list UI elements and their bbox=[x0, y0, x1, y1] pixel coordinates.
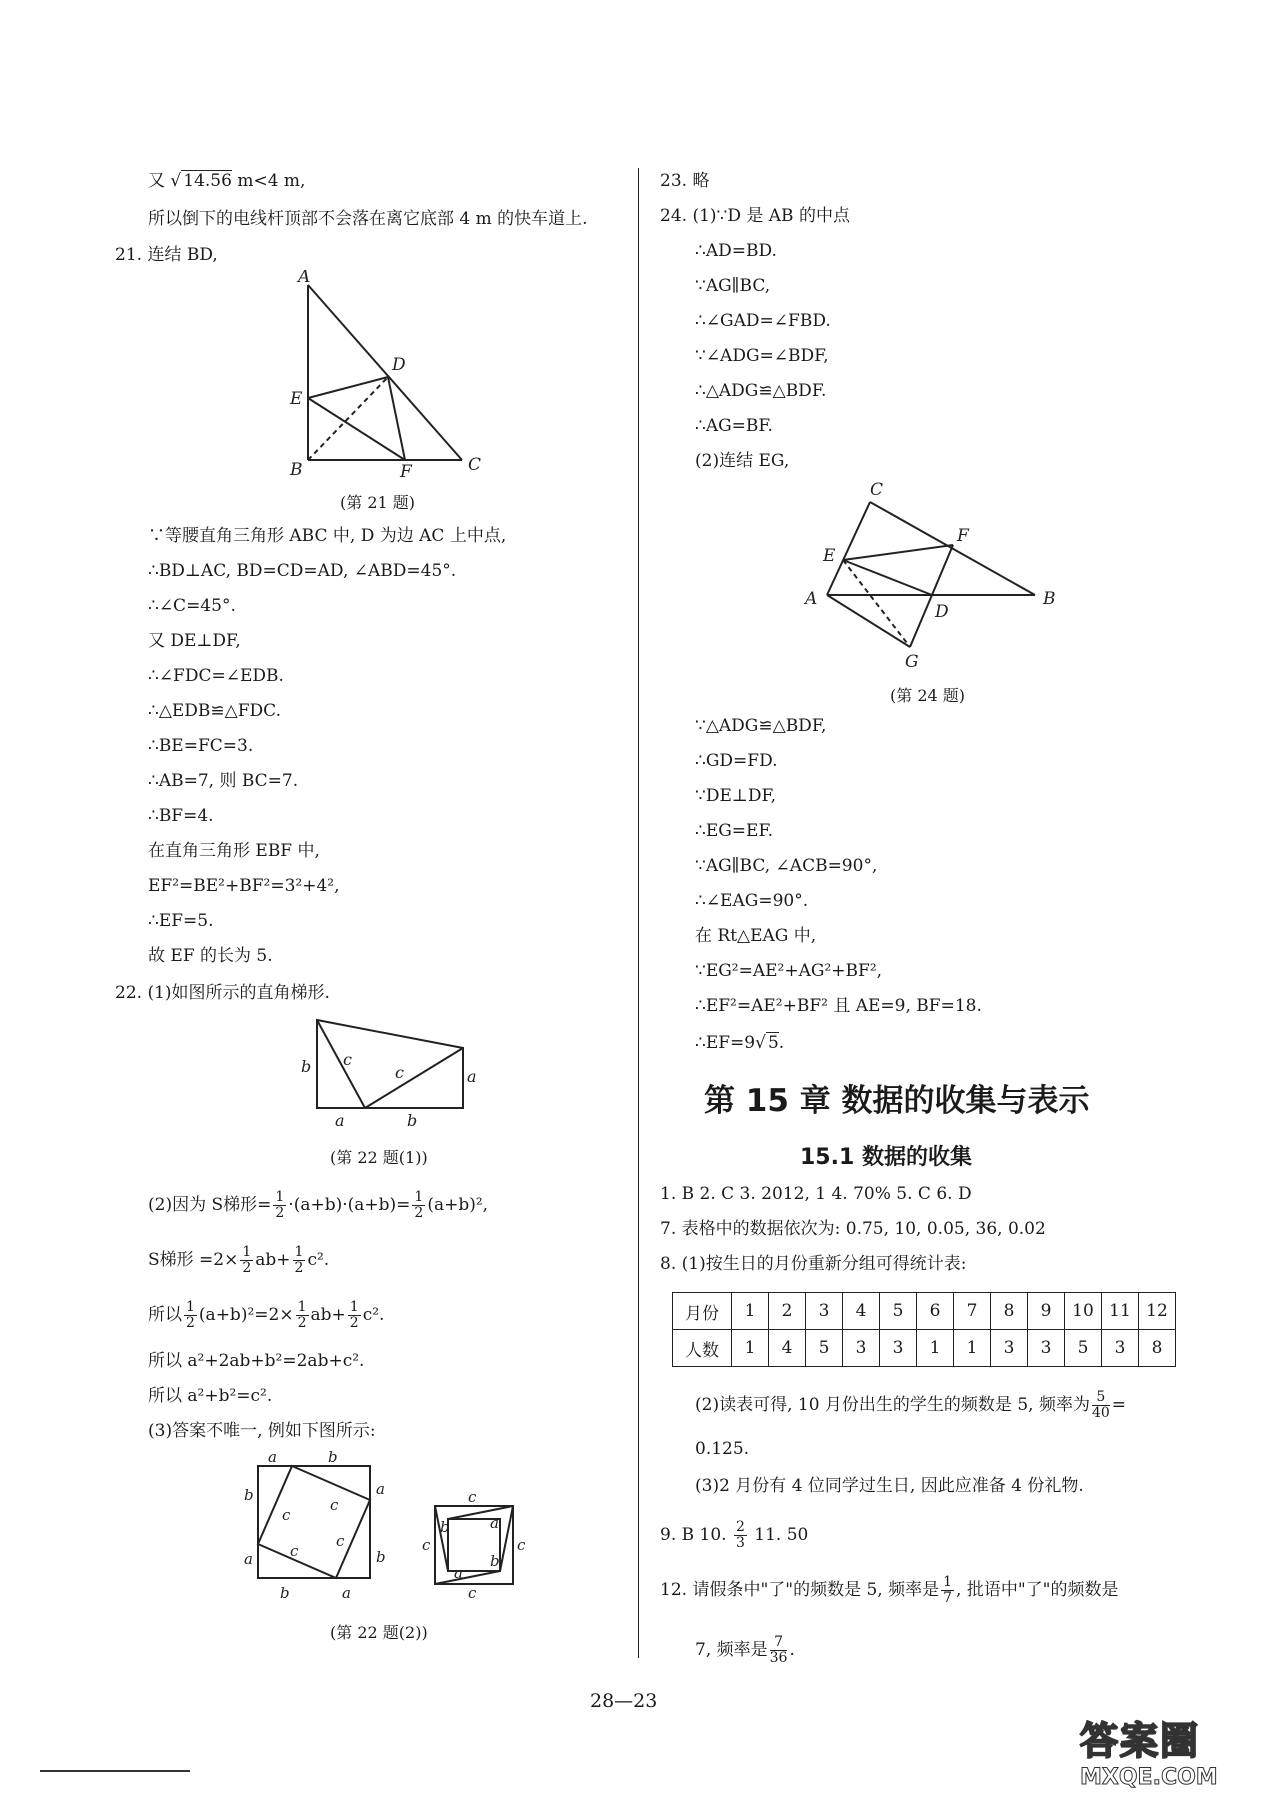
text-line: ∴EF²=AE²+BF² 且 AE=9, BF=18. bbox=[695, 996, 982, 1016]
table-cell: 6 bbox=[917, 1293, 954, 1330]
table-cell: 12 bbox=[1139, 1293, 1176, 1330]
svg-text:c: c bbox=[282, 1506, 291, 1524]
text-line: ∴AB=7, 则 BC=7. bbox=[148, 771, 299, 791]
text-line: ∴∠EAG=90°. bbox=[695, 891, 809, 911]
svg-text:c: c bbox=[468, 1488, 477, 1506]
text-line: ∴EF=9√ 5. bbox=[695, 1033, 785, 1053]
svg-text:C: C bbox=[468, 455, 482, 475]
bottom-rule bbox=[40, 1770, 190, 1772]
text-line: 又 √ 14.56 m<4 m, bbox=[148, 171, 306, 191]
text-line: (2)因为 S梯形= $\frac{1}{2}$ ·(a+b)·(a+b)= $\frac{1}{2}$ (a+b)², bbox=[148, 1189, 489, 1221]
text-line: 0.125. bbox=[695, 1439, 750, 1459]
text-line: ∴EF=5. bbox=[148, 911, 214, 931]
svg-text:A: A bbox=[805, 589, 818, 609]
table-cell: 3 bbox=[991, 1330, 1028, 1367]
text-line: ∵AG∥BC, ∠ACB=90°, bbox=[695, 856, 878, 876]
table-cell: 5 bbox=[806, 1330, 843, 1367]
table-cell: 3 bbox=[1102, 1330, 1139, 1367]
table-cell: 2 bbox=[769, 1293, 806, 1330]
text-line: ∴BF=4. bbox=[148, 806, 214, 826]
watermark-logo bbox=[1080, 1710, 1240, 1790]
text-line: 又 DE⊥DF, bbox=[148, 631, 241, 651]
question-21: 21. 连结 BD, bbox=[115, 245, 218, 265]
text-line: 9. B 10. $\frac{2}{3}$ 11. 50 bbox=[660, 1519, 809, 1551]
text-line: 8. (1)按生日的月份重新分组可得统计表: bbox=[660, 1254, 967, 1274]
text-line: 所以 $\frac{1}{2}$ (a+b)²=2× $\frac{1}{2}$ ab+ $\frac{1}{2}$ c². bbox=[148, 1299, 385, 1331]
svg-text:b: b bbox=[407, 1111, 418, 1130]
watermark-bottom-text: MXQE.COM bbox=[1080, 1765, 1218, 1790]
text-line: ∵DE⊥DF, bbox=[695, 786, 777, 806]
table-header-cell: 月份 bbox=[673, 1293, 732, 1330]
svg-text:C: C bbox=[870, 480, 884, 500]
fraction: $\frac{1}{2}$ bbox=[294, 1244, 304, 1276]
text-line: ∴BD⊥AC, BD=CD=AD, ∠ABD=45°. bbox=[148, 561, 457, 581]
fraction: $\frac{1}{2}$ bbox=[297, 1299, 307, 1331]
table-cell: 10 bbox=[1065, 1293, 1102, 1330]
figure-22-1 bbox=[295, 1010, 485, 1130]
text-line: ∴GD=FD. bbox=[695, 751, 778, 771]
svg-text:c: c bbox=[517, 1536, 526, 1554]
svg-text:c: c bbox=[343, 1050, 352, 1069]
text-line: S梯形 =2× $\frac{1}{2}$ ab+ $\frac{1}{2}$ c². bbox=[148, 1244, 330, 1276]
text-line: 故 EF 的长为 5. bbox=[148, 946, 273, 966]
text-line: 在直角三角形 EBF 中, bbox=[148, 841, 320, 861]
text-line: 1. B 2. C 3. 2012, 1 4. 70% 5. C 6. D bbox=[660, 1184, 972, 1204]
text-line: ∴AG=BF. bbox=[695, 416, 773, 436]
svg-text:b: b bbox=[490, 1552, 500, 1570]
fraction: $\frac{1}{2}$ bbox=[349, 1299, 359, 1331]
svg-text:c: c bbox=[468, 1584, 477, 1602]
fraction: $\frac{1}{2}$ bbox=[275, 1189, 285, 1221]
text-line: ∴EG=EF. bbox=[695, 821, 774, 841]
text-line: 所以倒下的电线杆顶部不会落在离它底部 4 m 的快车道上. bbox=[148, 209, 588, 229]
table-cell: 3 bbox=[880, 1330, 917, 1367]
text-line: ∵△ADG≌△BDF, bbox=[695, 716, 827, 736]
table-row bbox=[673, 1293, 1176, 1330]
table-cell: 4 bbox=[843, 1293, 880, 1330]
table-cell: 7 bbox=[954, 1293, 991, 1330]
table-cell: 1 bbox=[954, 1330, 991, 1367]
svg-text:F: F bbox=[957, 526, 969, 546]
svg-text:D: D bbox=[392, 355, 406, 375]
table-cell: 1 bbox=[732, 1330, 769, 1367]
svg-text:E: E bbox=[290, 389, 303, 409]
text-line: ∵∠ADG=∠BDF, bbox=[695, 346, 829, 366]
svg-text:c: c bbox=[422, 1536, 431, 1554]
table-row bbox=[673, 1330, 1176, 1367]
svg-text:a: a bbox=[342, 1584, 351, 1602]
svg-text:G: G bbox=[905, 652, 919, 670]
watermark-top-text: 答案圈 bbox=[1080, 1719, 1201, 1763]
svg-text:c: c bbox=[395, 1063, 404, 1082]
table-cell: 5 bbox=[1065, 1330, 1102, 1367]
text-line: ∴△EDB≌△FDC. bbox=[148, 701, 281, 721]
text-line: 所以 a²+2ab+b²=2ab+c². bbox=[148, 1351, 365, 1371]
text-line: (2)读表可得, 10 月份出生的学生的频数是 5, 频率为 $\frac{5}{40}$ = bbox=[695, 1389, 1127, 1421]
table-cell: 3 bbox=[843, 1330, 880, 1367]
table-cell: 9 bbox=[1028, 1293, 1065, 1330]
fraction: $\frac{1}{2}$ bbox=[242, 1244, 252, 1276]
svg-text:a: a bbox=[376, 1480, 385, 1498]
figure-caption: (第 21 题) bbox=[340, 493, 416, 512]
chapter-title: 第 15 章 数据的收集与表示 bbox=[704, 1083, 1090, 1119]
text-line: ∴∠FDC=∠EDB. bbox=[148, 666, 284, 686]
fraction: $\frac{1}{7}$ bbox=[943, 1574, 953, 1606]
text-line: ∵等腰直角三角形 ABC 中, D 为边 AC 上中点, bbox=[148, 526, 507, 546]
svg-text:b: b bbox=[328, 1448, 338, 1466]
answer-23: 23. 略 bbox=[660, 171, 710, 191]
svg-text:D: D bbox=[935, 602, 949, 622]
page-number: 28—23 bbox=[590, 1690, 658, 1712]
fraction: $\frac{5}{40}$ bbox=[1091, 1389, 1110, 1421]
text-line: (3)2 月份有 4 位同学过生日, 因此应准备 4 份礼物. bbox=[695, 1476, 1084, 1496]
svg-text:c: c bbox=[330, 1496, 339, 1514]
birthday-stat-table bbox=[672, 1292, 1176, 1367]
svg-text:B: B bbox=[290, 460, 303, 480]
svg-text:b: b bbox=[244, 1486, 254, 1504]
figure-caption: (第 24 题) bbox=[890, 686, 966, 705]
svg-text:F: F bbox=[400, 462, 412, 480]
text-line: EF²=BE²+BF²=3²+4², bbox=[148, 876, 340, 896]
text-line: 在 Rt△EAG 中, bbox=[695, 926, 817, 946]
section-title: 15.1 数据的收集 bbox=[800, 1145, 972, 1170]
figure-caption: (第 22 题(1)) bbox=[330, 1148, 428, 1167]
table-cell: 5 bbox=[880, 1293, 917, 1330]
svg-text:a: a bbox=[490, 1514, 499, 1532]
fraction: $\frac{7}{36}$ bbox=[769, 1634, 788, 1666]
text-line: ∵EG²=AE²+AG²+BF², bbox=[695, 961, 883, 981]
svg-text:b: b bbox=[280, 1584, 290, 1602]
text-line: (3)答案不唯一, 例如下图所示: bbox=[148, 1421, 376, 1441]
table-cell: 3 bbox=[806, 1293, 843, 1330]
svg-text:b: b bbox=[301, 1057, 312, 1076]
table-cell: 1 bbox=[917, 1330, 954, 1367]
figure-21 bbox=[280, 270, 500, 480]
text-line: ∴AD=BD. bbox=[695, 241, 777, 261]
svg-text:a: a bbox=[467, 1067, 477, 1086]
figure-24 bbox=[795, 480, 1065, 670]
svg-text:c: c bbox=[336, 1532, 345, 1550]
svg-text:c: c bbox=[290, 1542, 299, 1560]
svg-text:B: B bbox=[1043, 589, 1056, 609]
svg-text:a: a bbox=[268, 1448, 277, 1466]
svg-text:b: b bbox=[440, 1518, 450, 1536]
question-22: 22. (1)如图所示的直角梯形. bbox=[115, 983, 330, 1003]
table-cell: 8 bbox=[991, 1293, 1028, 1330]
svg-text:E: E bbox=[823, 546, 836, 566]
text-line: ∴BE=FC=3. bbox=[148, 736, 254, 756]
table-cell: 3 bbox=[1028, 1330, 1065, 1367]
fraction: $\frac{1}{2}$ bbox=[186, 1299, 195, 1331]
table-cell: 4 bbox=[769, 1330, 806, 1367]
table-cell: 8 bbox=[1139, 1330, 1176, 1367]
fraction: $\frac{1}{2}$ bbox=[414, 1189, 424, 1221]
table-cell: 11 bbox=[1102, 1293, 1139, 1330]
table-cell: 1 bbox=[732, 1293, 769, 1330]
figure-22-2 bbox=[240, 1448, 540, 1608]
figure-caption: (第 22 题(2)) bbox=[330, 1623, 428, 1642]
text-line: 7, 频率是 $\frac{7}{36}$ . bbox=[695, 1634, 795, 1666]
text-line: ∴∠C=45°. bbox=[148, 596, 236, 616]
text-line: 12. 请假条中"了"的频数是 5, 频率是 $\frac{1}{7}$ , 批语中"了"的频数是 bbox=[660, 1574, 1119, 1606]
text-line: 24. (1)∵D 是 AB 的中点 bbox=[660, 206, 850, 226]
text-line: ∵AG∥BC, bbox=[695, 276, 771, 296]
text-line: 所以 a²+b²=c². bbox=[148, 1386, 273, 1406]
table-header-cell: 人数 bbox=[673, 1330, 732, 1367]
text-line: ∴∠GAD=∠FBD. bbox=[695, 311, 831, 331]
fraction: $\frac{2}{3}$ bbox=[735, 1519, 745, 1551]
svg-text:a: a bbox=[244, 1550, 253, 1568]
text-line: ∴△ADG≌△BDF. bbox=[695, 381, 827, 401]
text-line: (2)连结 EG, bbox=[695, 451, 790, 471]
svg-text:b: b bbox=[376, 1548, 386, 1566]
text-line: 7. 表格中的数据依次为: 0.75, 10, 0.05, 36, 0.02 bbox=[660, 1219, 1046, 1239]
column-divider bbox=[638, 168, 639, 1658]
svg-text:a: a bbox=[335, 1111, 345, 1130]
svg-text:A: A bbox=[298, 270, 311, 287]
svg-text:a: a bbox=[454, 1564, 463, 1582]
